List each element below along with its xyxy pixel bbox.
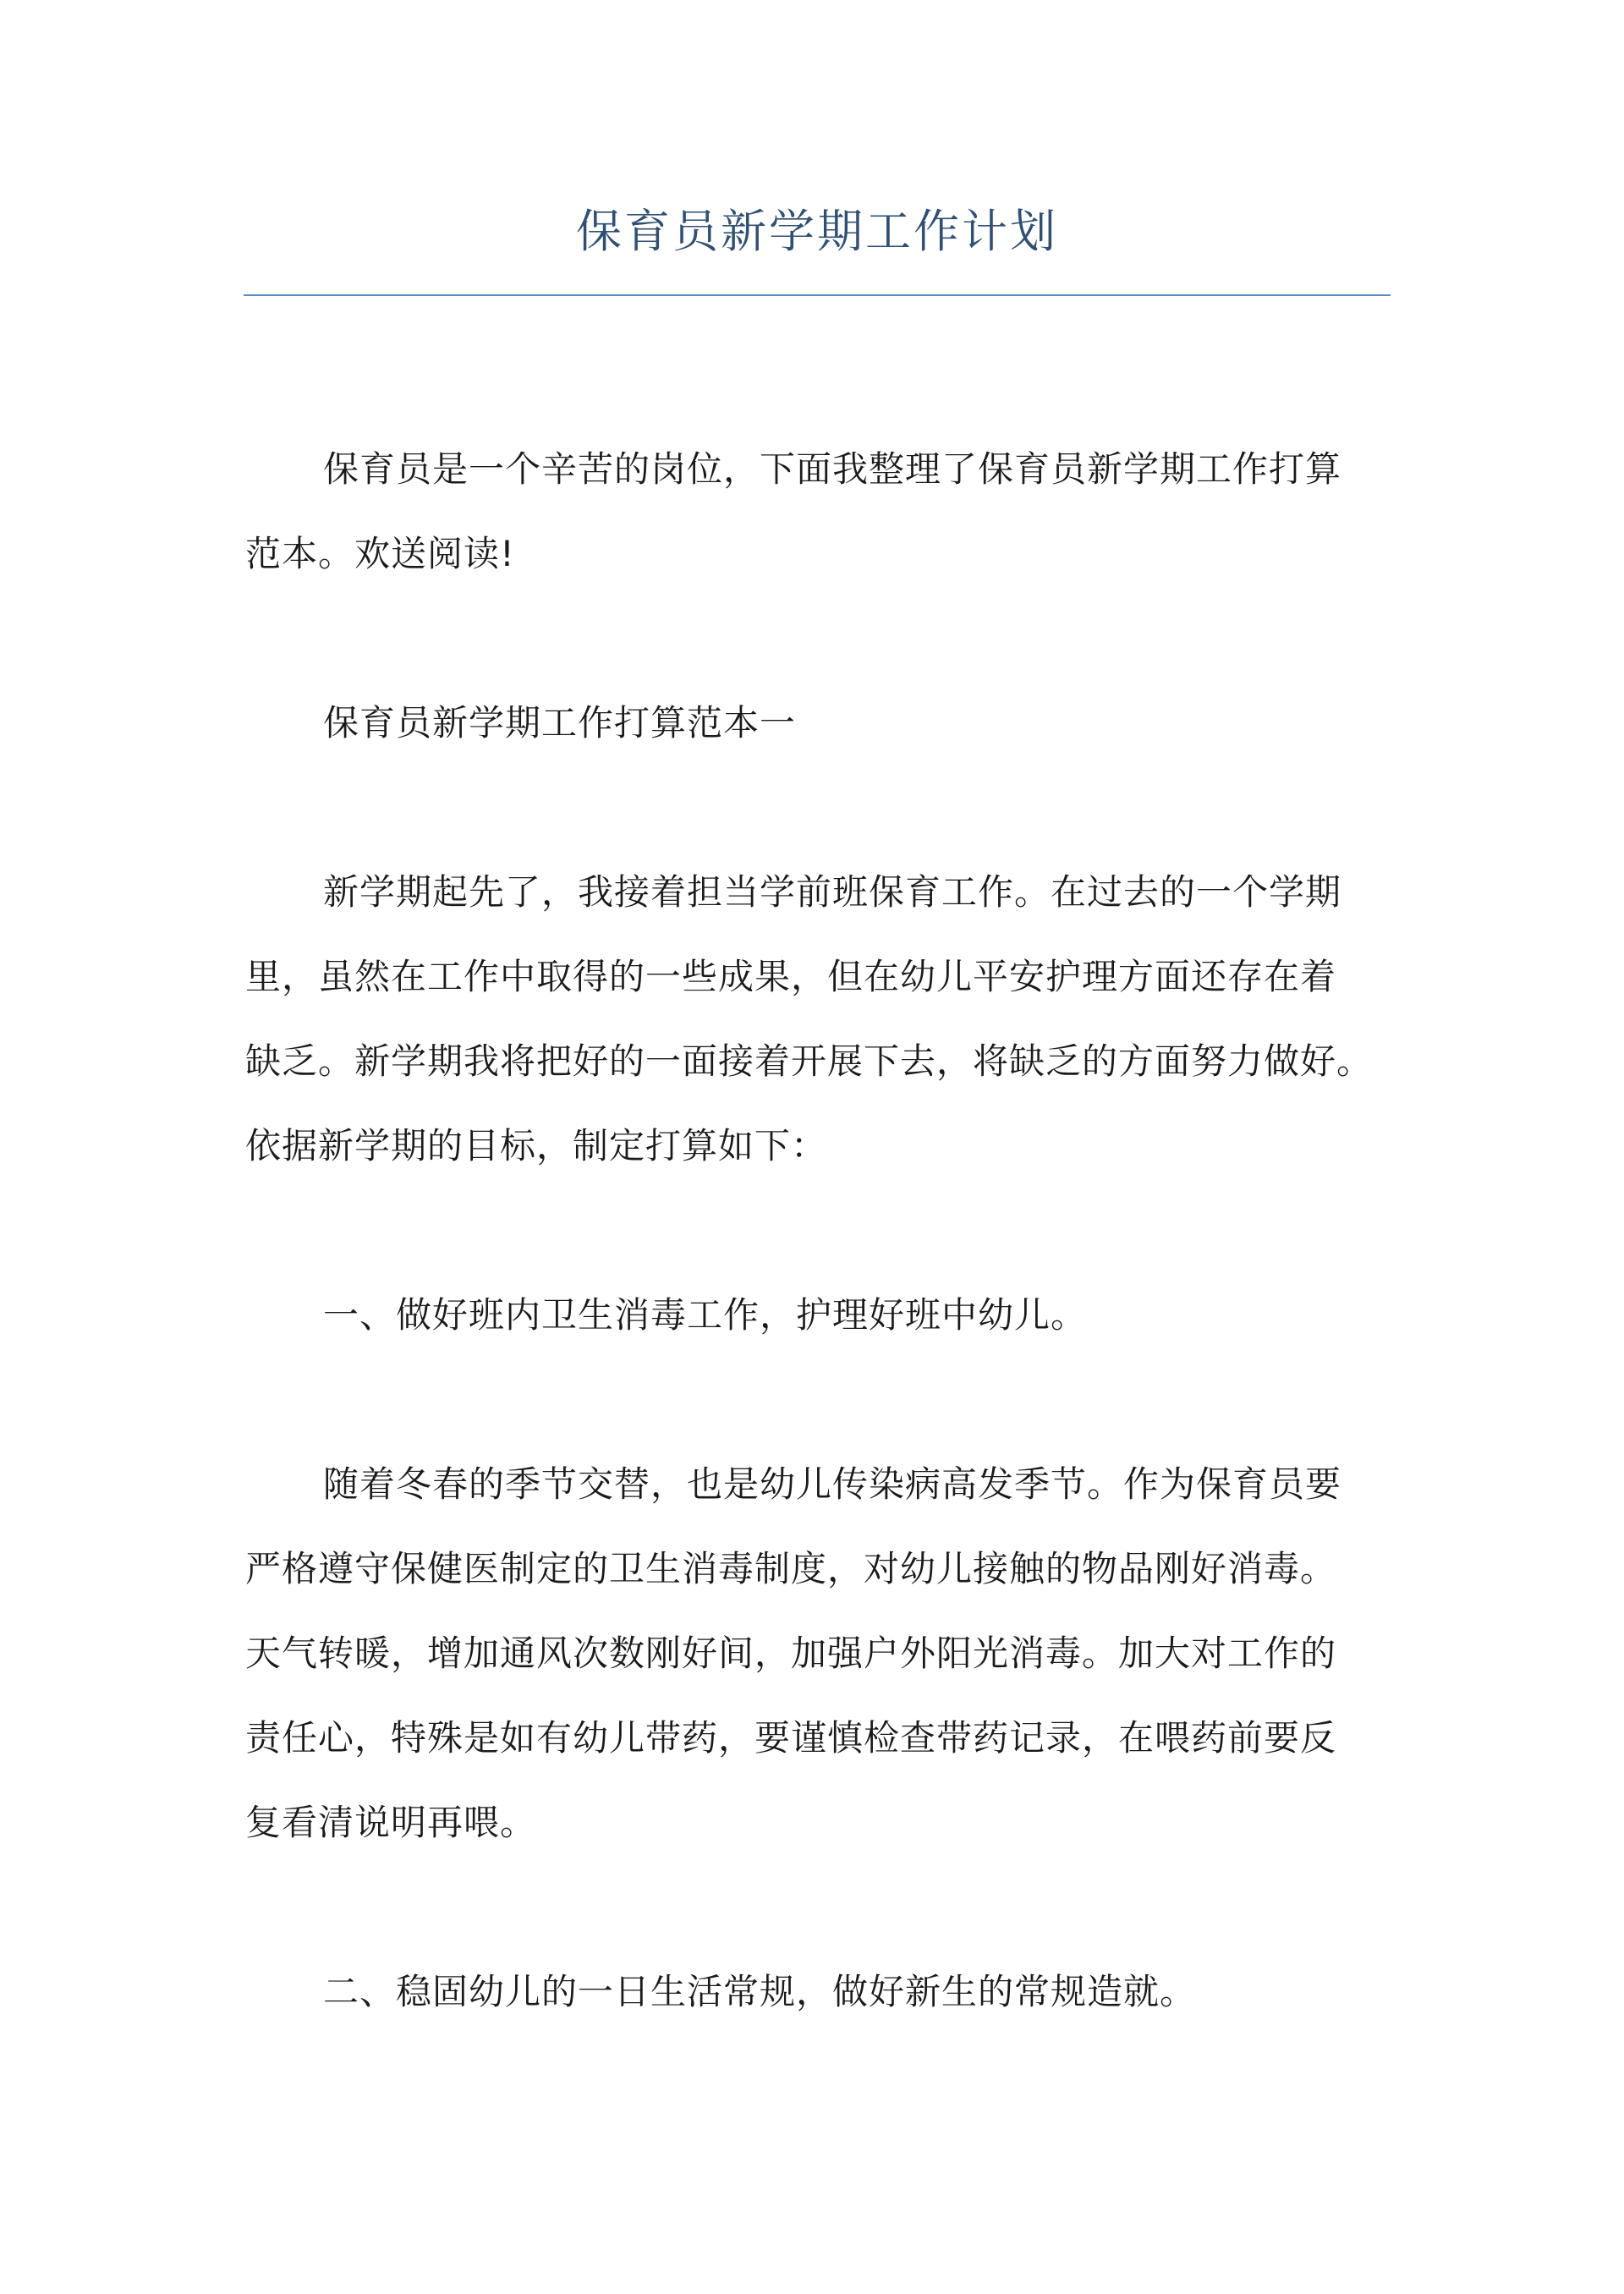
paragraph-5-line-3: 天气转暖，增加通风次数刚好间，加强户外阳光消毒。加大对工作的 (245, 1633, 1337, 1674)
section-heading-one: 一、做好班内卫生消毒工作，护理好班中幼儿。 (323, 1294, 1088, 1336)
paragraph-5-line-4: 责任心，特殊是如有幼儿带药，要谨慎检查带药记录，在喂药前要反 (245, 1717, 1337, 1759)
paragraph-3-line-4: 依据新学期的目标，制定打算如下： (245, 1125, 828, 1166)
document-title: 保育员新学期工作计划 (576, 205, 1058, 258)
paragraph-3-line-1: 新学期起先了，我接着担当学前班保育工作。在过去的一个学期 (323, 871, 1342, 913)
paragraph-1-line-1: 保育员是一个辛苦的岗位，下面我整理了保育员新学期工作打算 (323, 448, 1342, 490)
paragraph-5-line-1: 随着冬春的季节交替，也是幼儿传染病高发季节。作为保育员要 (323, 1463, 1342, 1505)
paragraph-5-line-2: 严格遵守保健医制定的卫生消毒制度，对幼儿接触的物品刚好消毒。 (245, 1548, 1337, 1589)
title-underline (244, 294, 1391, 296)
paragraph-3-line-3: 缺乏。新学期我将把好的一面接着开展下去，将缺乏的方面努力做好。 (245, 1040, 1374, 1082)
paragraph-5-line-5: 复看清说明再喂。 (245, 1802, 537, 1843)
paragraph-3-line-2: 里，虽然在工作中取得的一些成果，但在幼儿平安护理方面还存在着 (245, 956, 1337, 997)
section-heading-two: 二、稳固幼儿的一日生活常规，做好新生的常规造就。 (323, 1971, 1197, 2012)
paragraph-1-line-2: 范本。欢送阅读! (245, 533, 515, 574)
section-heading-sample-one: 保育员新学期工作打算范本一 (323, 702, 797, 744)
